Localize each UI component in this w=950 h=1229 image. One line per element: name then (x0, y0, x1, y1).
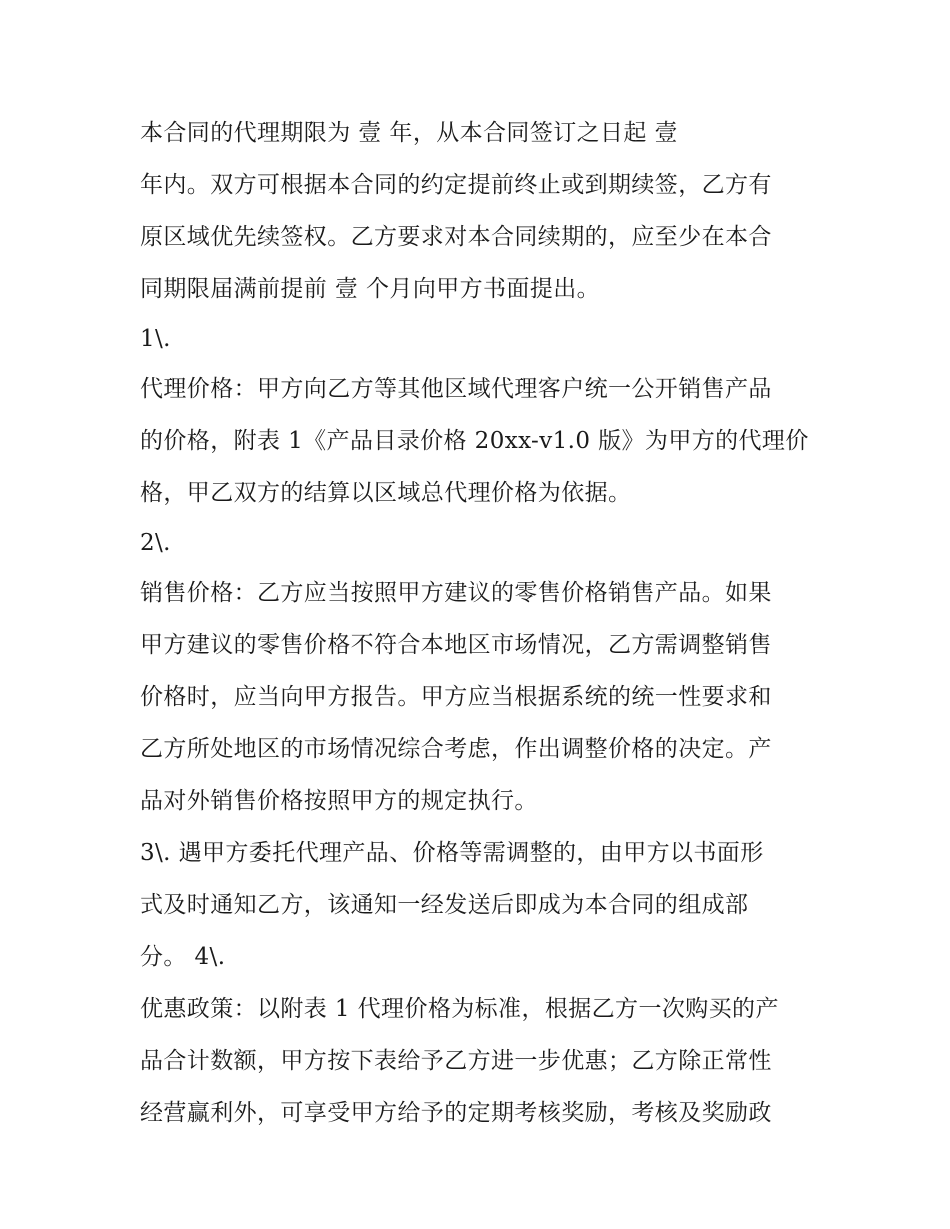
text-line: 价格时，应当向甲方报告。甲方应当根据系统的统一性要求和 (140, 684, 772, 710)
text-line: 式及时通知乙方，该通知一经发送后即成为本合同的组成部 (140, 892, 749, 918)
text-line: 品对外销售价格按照甲方的规定执行。 (140, 788, 538, 814)
text-line: 经营赢利外，可享受甲方给予的定期考核奖励，考核及奖励政 (140, 1100, 772, 1126)
text-line: 乙方所处地区的市场情况综合考虑，作出调整价格的决定。产 (140, 736, 772, 762)
text-line: 3\. 遇甲方委托代理产品、价格等需调整的，由甲方以书面形 (140, 840, 764, 866)
text-line: 格，甲乙双方的结算以区域总代理价格为依据。 (140, 480, 632, 506)
text-line: 甲方建议的零售价格不符合本地区市场情况，乙方需调整销售 (140, 632, 772, 658)
clause-number: 2\. (140, 530, 171, 556)
text-line: 同期限届满前提前 壹 个月向甲方书面提出。 (140, 276, 601, 302)
text-line: 品合计数额，甲方按下表给予乙方进一步优惠；乙方除正常性 (140, 1048, 772, 1074)
contract-text (140, 107, 820, 1139)
clause-number: 1\. (140, 326, 171, 352)
text-line: 年内。双方可根据本合同的约定提前终止或到期续签，乙方有 (140, 172, 772, 198)
text-line: 的价格，附表 1《产品目录价格 20xx-v1.0 版》为甲方的代理价 (140, 428, 809, 454)
text-line: 优惠政策：以附表 1 代理价格为标准，根据乙方一次购买的产 (140, 996, 779, 1022)
text-line: 原区域优先续签权。乙方要求对本合同续期的，应至少在本合 (140, 224, 772, 250)
text-line: 代理价格：甲方向乙方等其他区域代理客户统一公开销售产品 (140, 376, 772, 402)
text-line: 分。 4\. (140, 944, 226, 970)
text-line: 本合同的代理期限为 壹 年，从本合同签订之日起 壹 (140, 120, 678, 146)
text-line: 销售价格：乙方应当按照甲方建议的零售价格销售产品。如果 (140, 580, 772, 606)
